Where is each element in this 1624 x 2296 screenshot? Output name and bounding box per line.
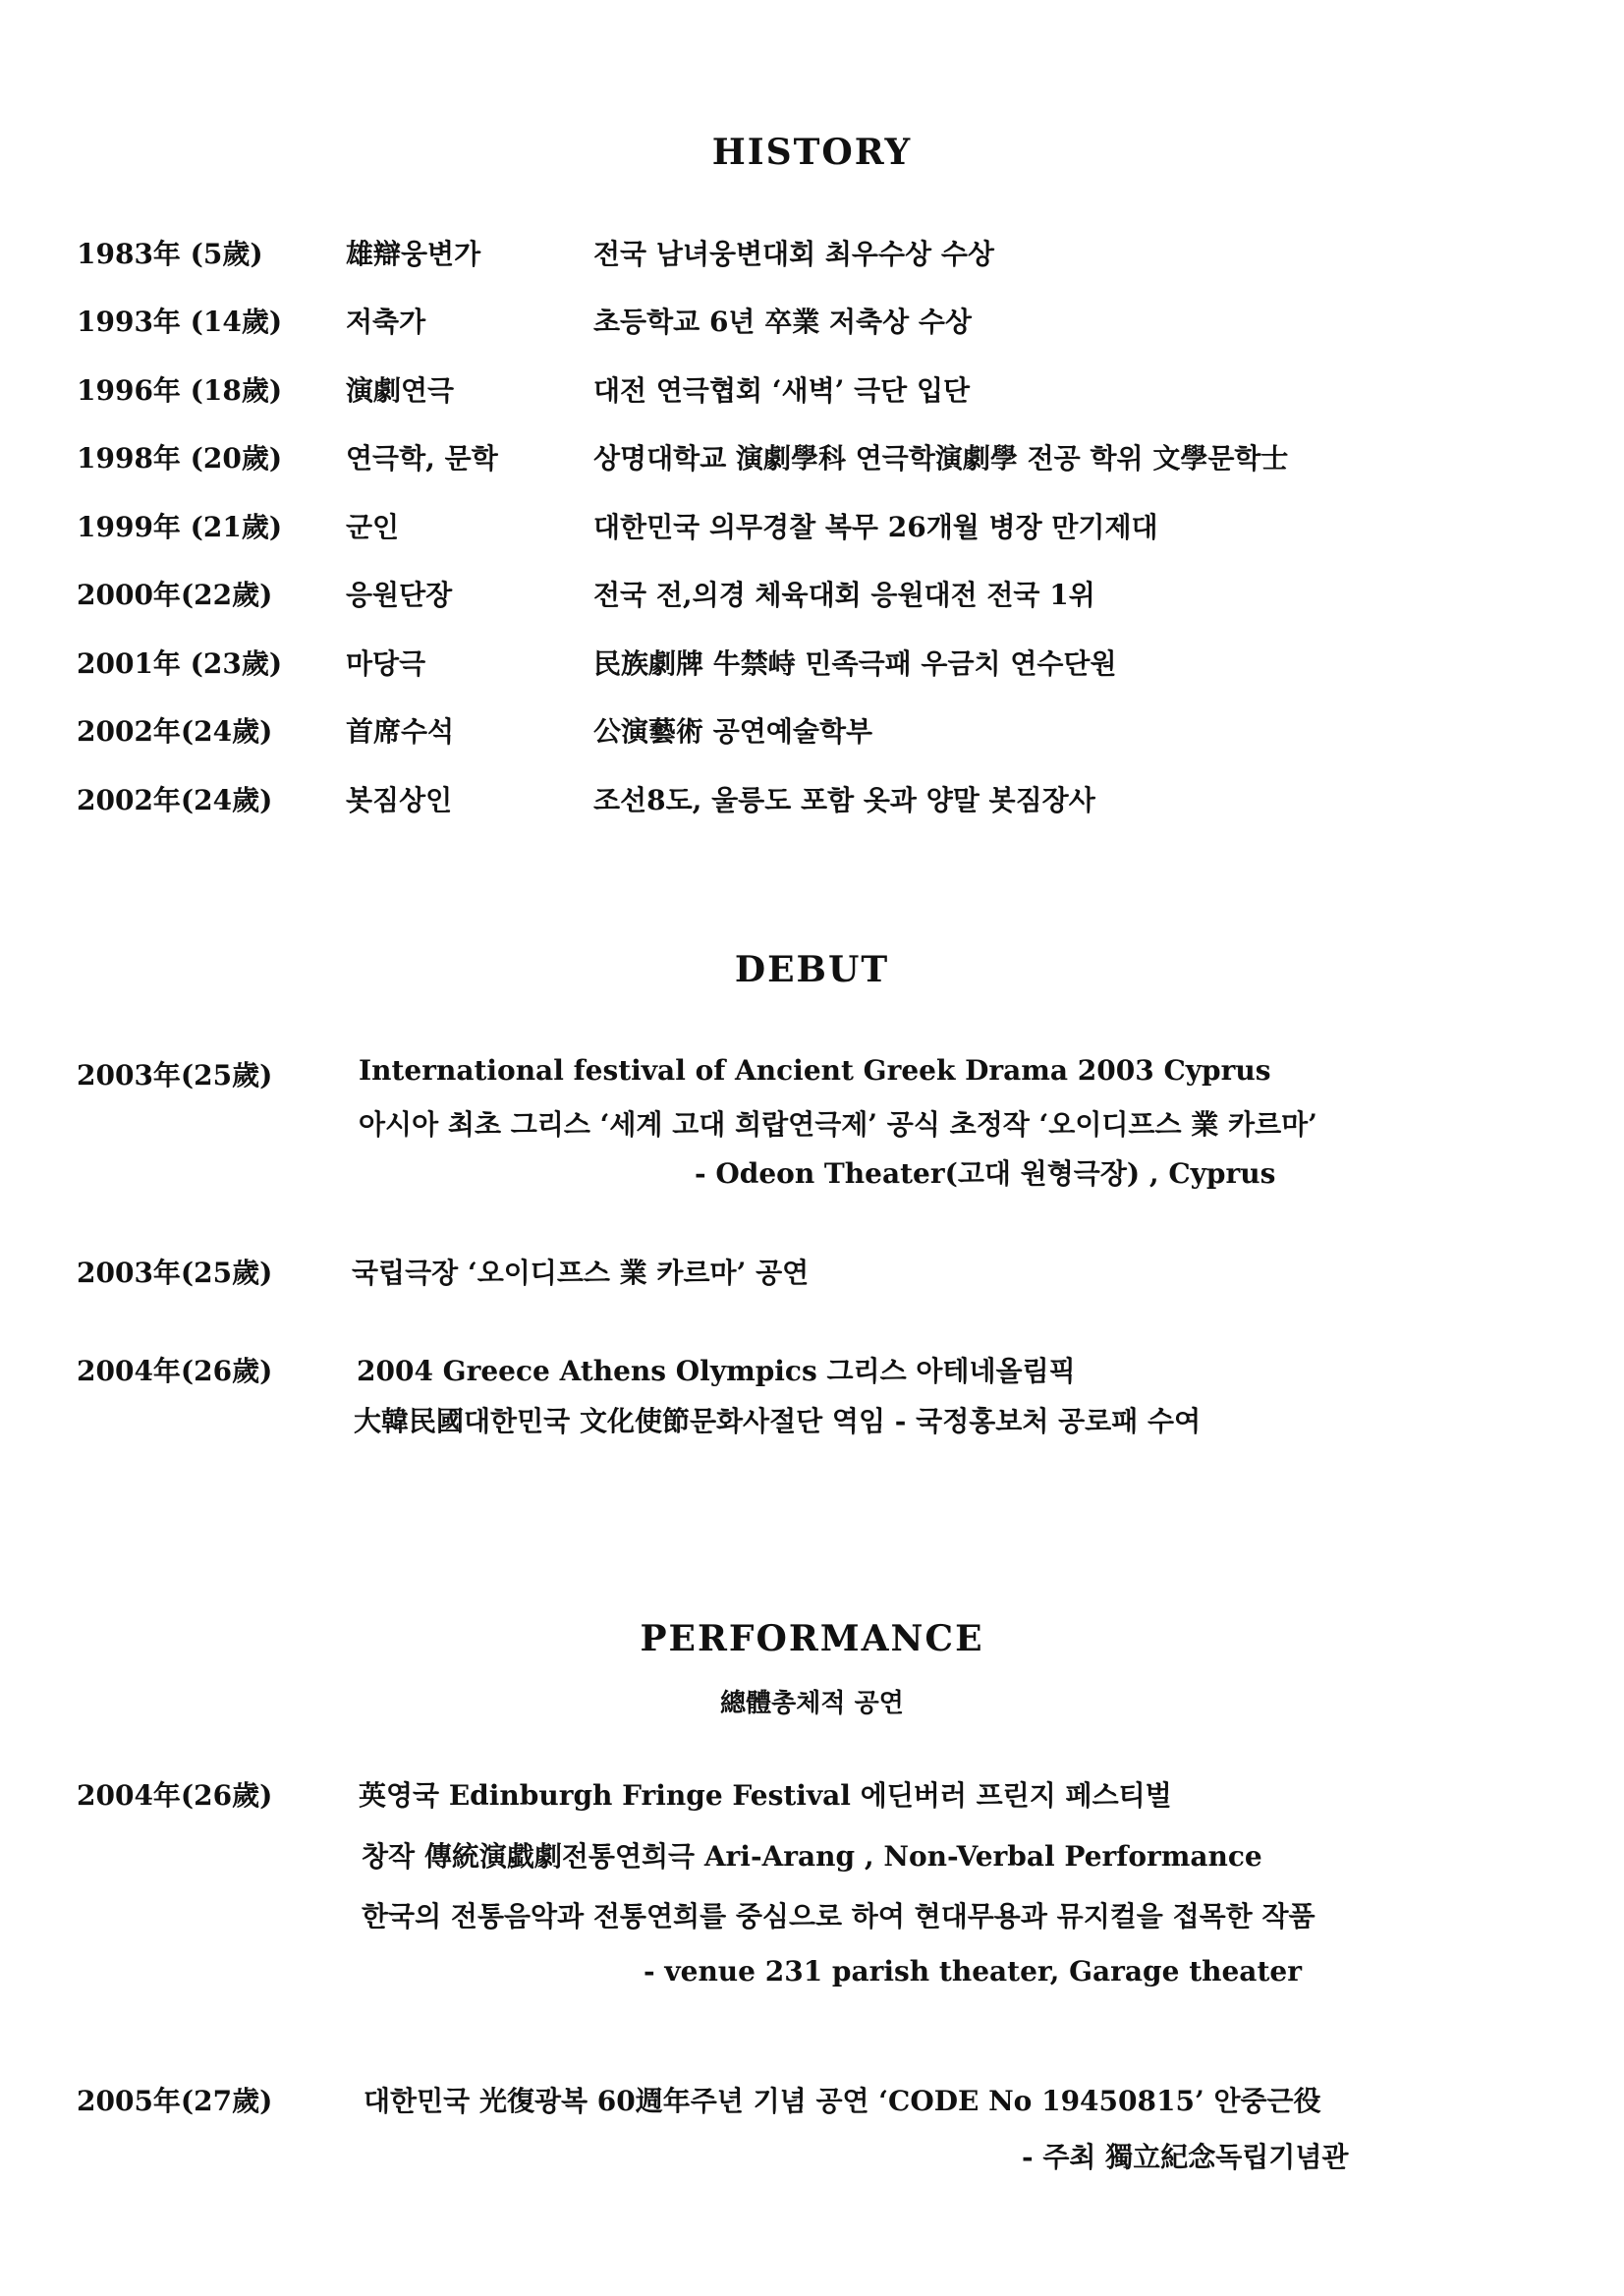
history-desc: 초등학교 6년 卒業 저축상 수상 <box>593 306 972 338</box>
history-desc: 상명대학교 演劇學科 연극학演劇學 전공 학위 文學문학士 <box>593 442 1289 475</box>
debut-year: 2003年(25歲) <box>77 1059 273 1092</box>
performance-line: - venue 231 parish theater, Garage theater <box>644 1955 1302 1988</box>
history-desc: 전국 전,의경 체육대회 응원대전 전국 1위 <box>593 579 1095 611</box>
history-year: 1983年 (5歲) <box>77 238 263 270</box>
performance-line: 대한민국 光復광복 60週年주년 기념 공연 ‘CODE No 19450815’ 안중근役 <box>364 2085 1321 2117</box>
history-role: 저축가 <box>346 306 426 338</box>
debut-line: International festival of Ancient Greek Drama 2003 Cyprus <box>359 1054 1271 1087</box>
performance-line: 한국의 전통음악과 전통연희를 중심으로 하여 현대무용과 뮤지컬을 접목한 작품 <box>362 1900 1316 1932</box>
history-role: 군인 <box>346 511 400 543</box>
debut-line: - Odeon Theater(고대 원형극장) , Cyprus <box>695 1157 1276 1190</box>
history-year: 2002年(24歲) <box>77 784 273 816</box>
debut-year: 2004年(26歲) <box>77 1355 273 1387</box>
performance-subtitle: 總體총체적 공연 <box>720 1689 904 1718</box>
history-year: 1993年 (14歲) <box>77 306 283 338</box>
history-year: 1998年 (20歲) <box>77 442 283 475</box>
history-role: 마당극 <box>346 647 426 680</box>
debut-line: 大韓民國대한민국 文化使節문화사절단 역임 - 국정홍보처 공로패 수여 <box>354 1405 1202 1437</box>
history-desc: 公演藝術 공연예술학부 <box>593 715 873 748</box>
history-year: 1999年 (21歲) <box>77 511 283 543</box>
performance-year: 2004年(26歲) <box>77 1779 273 1812</box>
history-role: 봇짐상인 <box>346 784 453 816</box>
history-role: 雄辯웅변가 <box>346 238 481 270</box>
performance-year: 2005年(27歲) <box>77 2085 273 2117</box>
history-desc: 대한민국 의무경찰 복무 26개월 병장 만기제대 <box>593 511 1158 543</box>
history-year: 2000年(22歲) <box>77 579 273 611</box>
performance-heading: PERFORMANCE <box>640 1618 984 1659</box>
history-role: 응원단장 <box>346 579 453 611</box>
performance-line: 창작 傳統演戱劇전통연희극 Ari-Arang , Non-Verbal Performance <box>362 1840 1262 1873</box>
debut-line: 국립극장 ‘오이디프스 業 카르마’ 공연 <box>352 1257 810 1289</box>
history-year: 1996年 (18歲) <box>77 374 283 407</box>
history-desc: 조선8도, 울릉도 포함 옷과 양말 봇짐장사 <box>593 784 1095 816</box>
history-year: 2002年(24歲) <box>77 715 273 748</box>
debut-year: 2003年(25歲) <box>77 1257 273 1289</box>
history-role: 연극학, 문학 <box>346 442 498 475</box>
debut-line: 아시아 최초 그리스 ‘세계 고대 희랍연극제’ 공식 초정작 ‘오이디프스 業 카르마’ <box>359 1108 1317 1141</box>
history-year: 2001年 (23歲) <box>77 647 283 680</box>
performance-line: 英영국 Edinburgh Fringe Festival 에딘버러 프린지 페스티벌 <box>359 1779 1172 1812</box>
history-role: 演劇연극 <box>346 374 455 407</box>
history-role: 首席수석 <box>346 715 455 748</box>
history-desc: 民族劇牌 牛禁峙 민족극패 우금치 연수단원 <box>593 647 1117 680</box>
debut-heading: DEBUT <box>734 949 890 990</box>
history-heading: HISTORY <box>711 132 913 173</box>
history-desc: 전국 남녀웅변대회 최우수상 수상 <box>593 238 994 270</box>
debut-line: 2004 Greece Athens Olympics 그리스 아테네올림픽 <box>357 1355 1076 1387</box>
performance-line: - 주최 獨立紀念독립기념관 <box>1022 2141 1349 2173</box>
history-desc: 대전 연극협회 ‘새벽’ 극단 입단 <box>593 374 971 407</box>
